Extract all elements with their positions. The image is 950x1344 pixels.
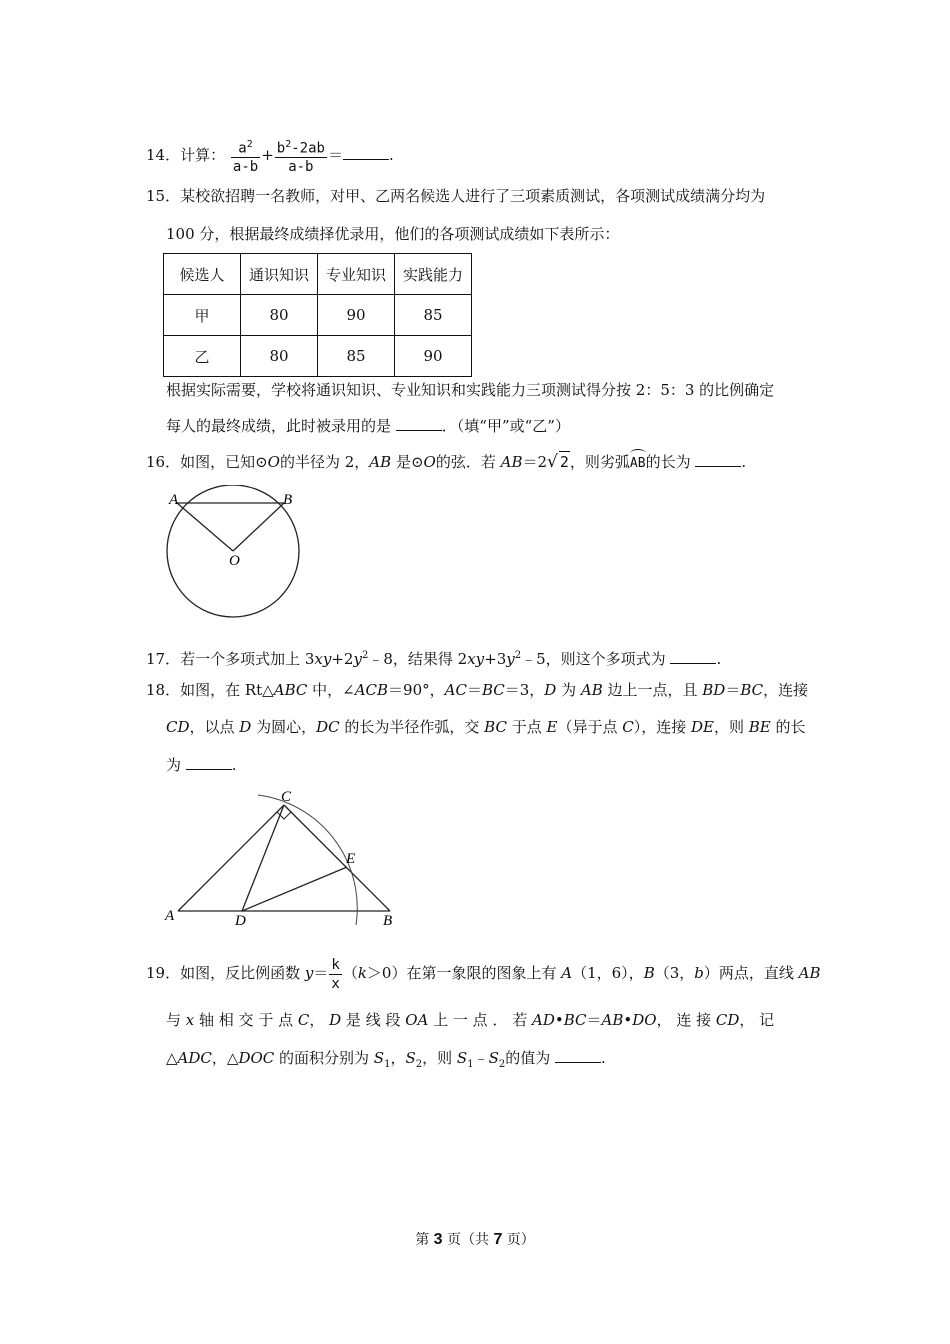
table-cell: 乙 (164, 336, 241, 377)
arc-ce (258, 795, 357, 925)
table-header: 通识知识 (241, 254, 318, 295)
answer-blank (555, 1048, 601, 1063)
question-19-line-2: 与 x 轴 相 交 于 点 C， D 是 线 段 OA 上 一 点 ． 若 AD•BC＝AB•DO， 连 接 CD， 记 (166, 1011, 775, 1029)
question-text: 计算： (180, 146, 226, 164)
answer-blank (343, 145, 389, 160)
question-16: 16．如图，已知⊙O的半径为 2，AB 是⊙O的弦．若 AB＝2√ 2，则劣弧AB的长为 . (146, 452, 747, 472)
fraction-1: $\frac{a^2}{a-b}$ (231, 136, 260, 177)
fraction-k-over-x: $\frac{k}{x}$ (331, 956, 340, 992)
label-a: A (169, 492, 179, 508)
table-cell: 85 (318, 336, 395, 377)
question-15-line-3: 根据实际需要，学校将通识知识、专业知识和实践能力三项测试得分按 2：5：3 的比例确定 (166, 381, 775, 399)
equals-sign: ＝ (327, 146, 343, 164)
question-number: 14． (146, 146, 181, 164)
question-15-line-4: 每人的最终成绩，此时被录用的是 ．（填“甲”或“乙”） (166, 417, 570, 435)
question-17: 17．若一个多项式加上 $3xy+2y^2﹣8$，结果得 $2xy+3y^2﹣5$，则这个多项式为 . (146, 650, 722, 668)
question-15-line-2: 100 分，根据最终成绩择优录用，他们的各项测试成绩如下表所示： (166, 225, 620, 243)
table-header-row (164, 254, 472, 295)
segment-cd (242, 805, 284, 911)
question-text: 某校欲招聘一名教师，对甲、乙两名候选人进行了三项素质测试，各项测试成绩满分均为 (180, 187, 766, 205)
answer-blank (670, 649, 716, 664)
table-row (164, 295, 472, 336)
table-cell: 甲 (164, 295, 241, 336)
table-header: 专业知识 (318, 254, 395, 295)
table-cell: 90 (395, 336, 472, 377)
label-e: E (346, 851, 356, 867)
question-number: 17． (146, 650, 181, 668)
table-header: 实践能力 (395, 254, 472, 295)
answer-blank (186, 755, 232, 770)
table-header: 候选人 (164, 254, 241, 295)
question-19-line-3: △ADC，△DOC 的面积分别为 $S_1$，$S_2$，则 $S_1﹣S_2$的值为 . (166, 1049, 606, 1070)
page-number: 3 (433, 1231, 443, 1248)
page-footer: 第 3 页（共 7 页） (415, 1231, 535, 1248)
table-cell: 80 (241, 336, 318, 377)
segment-de (242, 867, 347, 911)
label-o: O (229, 553, 240, 569)
table-cell: 90 (318, 295, 395, 336)
total-pages: 7 (493, 1231, 503, 1248)
question-number: 16． (146, 453, 181, 471)
fraction-2: $\frac{b^2-2ab}{a-b}$ (275, 136, 327, 177)
label-b: B (283, 492, 293, 508)
segment-bc (284, 805, 390, 911)
question-19-line-1: 19．如图，反比例函数 y＝ $\frac{k}{x}$ （k＞0）在第一象限的图象上有 A（1，6），B（3，b）两点，直线 AB (146, 956, 821, 992)
question-number: 19． (146, 964, 181, 982)
label-c: C (281, 789, 292, 805)
score-table (163, 253, 472, 377)
label-a: A (165, 908, 175, 924)
plus-sign: + (261, 146, 274, 164)
question-number: 18． (146, 681, 181, 699)
question-14: 14．计算： $\frac{a^2}{a-b}$ + $\frac{b^2-2ab}{a-b}$ ＝ . (146, 135, 394, 176)
answer-blank (695, 452, 741, 467)
circle-figure (160, 485, 310, 625)
arc-ab: AB (630, 451, 646, 474)
label-d: D (235, 913, 246, 929)
label-b: B (383, 913, 393, 929)
table-cell: 80 (241, 295, 318, 336)
question-number: 15． (146, 187, 181, 205)
table-row (164, 336, 472, 377)
table-cell: 85 (395, 295, 472, 336)
question-15-line-1 (146, 186, 765, 206)
question-18-line-1: 18．如图，在 Rt△ABC 中，∠ACB＝90°，AC＝BC＝3，D 为 AB 边上一点，且 BD＝BC，连接 (146, 681, 809, 699)
triangle-figure (160, 785, 410, 935)
question-18-line-2: CD，以点 D 为圆心，DC 的长为半径作弧，交 BC 于点 E（异于点 C），连接 DE，则 BE 的长 (166, 718, 806, 736)
radius-oa (177, 503, 233, 551)
radius-ob (233, 503, 284, 551)
segment-ac (178, 805, 284, 911)
answer-blank (396, 416, 442, 431)
question-18-line-3: 为 . (166, 756, 237, 774)
